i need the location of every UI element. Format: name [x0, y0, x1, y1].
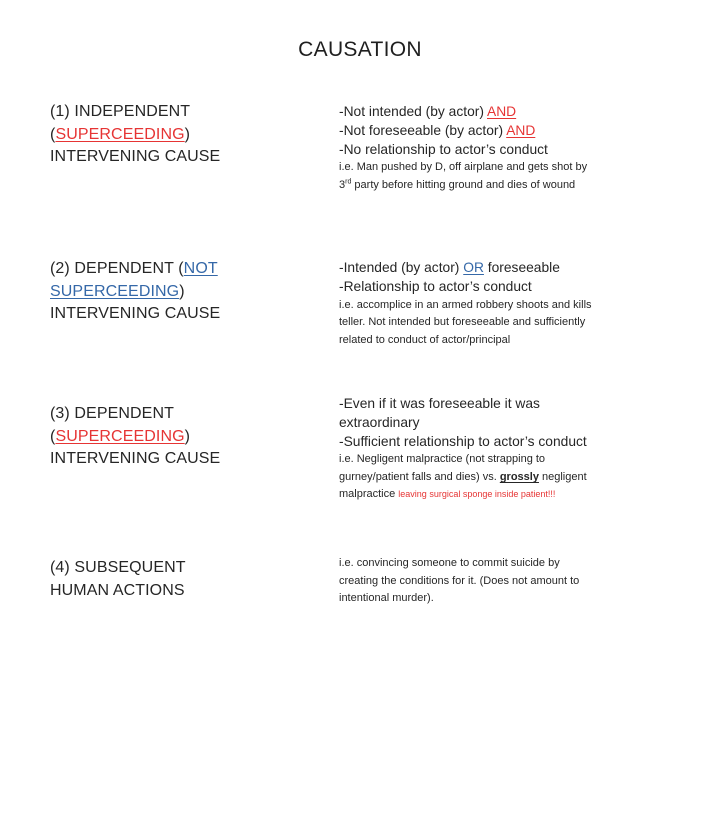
grossly-emphasis: grossly	[499, 470, 539, 483]
section-description	[339, 395, 639, 504]
criterion: -No relationship to actor’s conduct	[339, 141, 548, 157]
section-description	[339, 555, 639, 608]
criterion: -Not foreseeable (by actor) AND	[339, 122, 536, 138]
heading-line: INTERVENING CAUSE	[50, 450, 221, 467]
section-heading	[50, 403, 320, 471]
criterion: -Even if it was foreseeable it was	[339, 396, 540, 411]
heading-line: INTERVENING CAUSE	[50, 148, 221, 165]
section-description	[339, 103, 639, 194]
and-connector: AND	[506, 122, 536, 138]
example-text: 3rd party before hitting ground and dies of wound	[339, 178, 576, 191]
superceeding-label: SUPERCEEDING	[55, 125, 185, 143]
section-heading	[50, 101, 320, 169]
criterion-continued: extraordinary	[339, 414, 420, 430]
criterion: -Intended (by actor) OR foreseeable	[339, 260, 560, 275]
superceeding-label: SUPERCEEDING	[55, 427, 185, 445]
criterion: -Not intended (by actor) AND	[339, 104, 517, 119]
superceeding-label: SUPERCEEDING	[50, 282, 180, 300]
heading-line: (1) INDEPENDENT	[50, 103, 191, 120]
page-title: CAUSATION	[298, 38, 422, 61]
example-text: i.e. Negligent malpractice (not strapping to	[339, 453, 546, 466]
heading-line: (2) DEPENDENT (NOT	[50, 260, 218, 277]
heading-line: (4) SUBSEQUENT	[50, 559, 186, 576]
heading-line: SUPERCEEDING)	[50, 282, 185, 300]
heading-line: (SUPERCEEDING)	[50, 125, 191, 143]
heading-line: INTERVENING CAUSE	[50, 305, 221, 322]
criterion: -Sufficient relationship to actor’s conduct	[339, 433, 587, 449]
heading-line: (SUPERCEEDING)	[50, 427, 191, 445]
example-text: gurney/patient falls and dies) vs. grossly negligent	[339, 470, 587, 483]
red-note: leaving surgical sponge inside patient!!!	[398, 489, 556, 500]
example-text: teller. Not intended but foreseeable and sufficiently	[339, 316, 586, 329]
example-text: i.e. accomplice in an armed robbery shoots and kills	[339, 298, 592, 311]
or-connector: OR	[463, 260, 484, 275]
example-text: malpractice leaving surgical sponge inside patient!!!	[339, 488, 556, 501]
section-heading	[50, 258, 320, 326]
example-text: i.e. convincing someone to commit suicide by	[339, 557, 560, 569]
example-text: i.e. Man pushed by D, off airplane and gets shot by	[339, 161, 588, 174]
example-text: intentional murder).	[339, 592, 434, 604]
section-heading	[50, 557, 320, 602]
heading-line: HUMAN ACTIONS	[50, 581, 185, 599]
example-text: related to conduct of actor/principal	[339, 333, 511, 346]
not-label: NOT	[183, 260, 218, 277]
heading-line: (3) DEPENDENT	[50, 405, 174, 422]
criterion: -Relationship to actor’s conduct	[339, 278, 532, 294]
section-description	[339, 259, 639, 349]
and-connector: AND	[487, 104, 517, 119]
example-text: creating the conditions for it. (Does not amount to	[339, 574, 580, 587]
